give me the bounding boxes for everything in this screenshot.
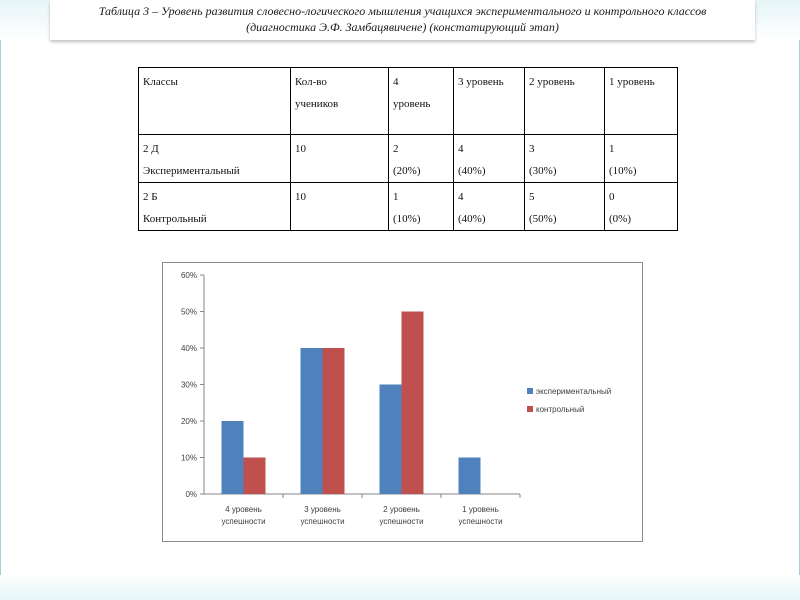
cell-text: (50%) xyxy=(529,213,557,225)
cell-text: 4 xyxy=(393,76,399,88)
x-tick-label: 1 уровень xyxy=(462,505,499,514)
bar-контрольный-1 xyxy=(323,348,345,494)
cell-text: (30%) xyxy=(529,165,557,177)
slide-title xyxy=(50,0,755,40)
cell-text: (0%) xyxy=(609,213,631,225)
cell-text: 1 xyxy=(609,143,615,155)
table-cell xyxy=(291,183,389,231)
table-cell xyxy=(139,183,291,231)
table-row xyxy=(139,183,678,231)
cell-text: 2 Д xyxy=(143,143,159,155)
y-tick-label: 20% xyxy=(180,417,197,426)
header-cell xyxy=(525,68,605,135)
cell-text: учеников xyxy=(295,98,339,110)
y-tick-label: 10% xyxy=(180,453,197,463)
chart-canvas xyxy=(163,263,642,541)
cell-text: 4 xyxy=(458,143,464,155)
slide-bottom-stripe xyxy=(0,575,800,600)
table-cell xyxy=(454,183,525,231)
cell-text: Классы xyxy=(143,76,178,88)
y-tick-label: 30% xyxy=(180,380,197,390)
cell-text: 10 xyxy=(295,143,306,155)
cell-text: 5 xyxy=(529,191,535,203)
cell-text: 1 уровень xyxy=(609,76,655,88)
cell-text: Контрольный xyxy=(143,213,207,225)
cell-text: 3 xyxy=(529,143,535,155)
x-tick-label: успешности xyxy=(221,517,266,526)
y-tick-label: 60% xyxy=(180,271,197,280)
table-cell xyxy=(454,135,525,183)
legend-label: экспериментальный xyxy=(536,387,612,396)
table-cell xyxy=(525,135,605,183)
results-table xyxy=(138,67,678,231)
table-cell xyxy=(605,183,678,231)
cell-text: 4 xyxy=(458,191,464,203)
cell-text: Кол-во xyxy=(295,76,327,88)
legend-swatch xyxy=(527,406,533,412)
table-row xyxy=(139,135,678,183)
cell-text: 1 xyxy=(393,191,399,203)
cell-text: 2 xyxy=(393,143,399,155)
legend-swatch xyxy=(527,388,533,394)
header-cell xyxy=(139,68,291,135)
cell-text: 10 xyxy=(295,191,306,203)
bar-экспериментальный-1 xyxy=(301,348,323,494)
y-tick-label: 40% xyxy=(180,344,197,353)
bar-экспериментальный-2 xyxy=(380,385,402,495)
x-tick-label: 2 уровень xyxy=(383,505,420,514)
x-tick-label: успешности xyxy=(379,517,424,526)
y-tick-label: 0% xyxy=(185,490,197,499)
header-cell xyxy=(454,68,525,135)
table-cell xyxy=(525,183,605,231)
header-cell xyxy=(291,68,389,135)
title-line-1: Таблица 3 – Уровень развития словесно-логического мышления учащихся экспериментального и контрольного классов xyxy=(98,4,707,18)
cell-text: (40%) xyxy=(458,213,486,225)
x-tick-label: 4 уровень xyxy=(225,505,262,514)
title-line-2: (диагностика Э.Ф. Замбацявичене) (констатирующий этап) xyxy=(246,20,559,34)
cell-text: (20%) xyxy=(393,165,421,177)
table-cell xyxy=(389,183,454,231)
cell-text: 3 уровень xyxy=(458,76,504,88)
cell-text: (10%) xyxy=(609,165,637,177)
table-header-row xyxy=(139,68,678,135)
legend-label: контрольный xyxy=(536,405,585,414)
bar-экспериментальный-3 xyxy=(459,458,481,495)
header-cell xyxy=(389,68,454,135)
cell-text: (10%) xyxy=(393,213,421,225)
cell-text: 2 Б xyxy=(143,191,158,203)
cell-text: 0 xyxy=(609,191,615,203)
cell-text: Экспериментальный xyxy=(143,165,240,177)
header-cell xyxy=(605,68,678,135)
y-tick-label: 50% xyxy=(180,307,197,317)
bar-экспериментальный-0 xyxy=(222,421,244,494)
table-cell xyxy=(291,135,389,183)
x-tick-label: успешности xyxy=(300,517,345,526)
cell-text: (40%) xyxy=(458,165,486,177)
bar-chart xyxy=(162,262,643,542)
bar-контрольный-0 xyxy=(244,458,266,495)
table-cell xyxy=(605,135,678,183)
cell-text: уровень xyxy=(393,98,431,110)
x-tick-label: 3 уровень xyxy=(304,505,341,514)
table-cell xyxy=(139,135,291,183)
cell-text: 2 уровень xyxy=(529,76,575,88)
x-tick-label: успешности xyxy=(458,517,503,526)
table-cell xyxy=(389,135,454,183)
bar-контрольный-2 xyxy=(402,312,424,495)
